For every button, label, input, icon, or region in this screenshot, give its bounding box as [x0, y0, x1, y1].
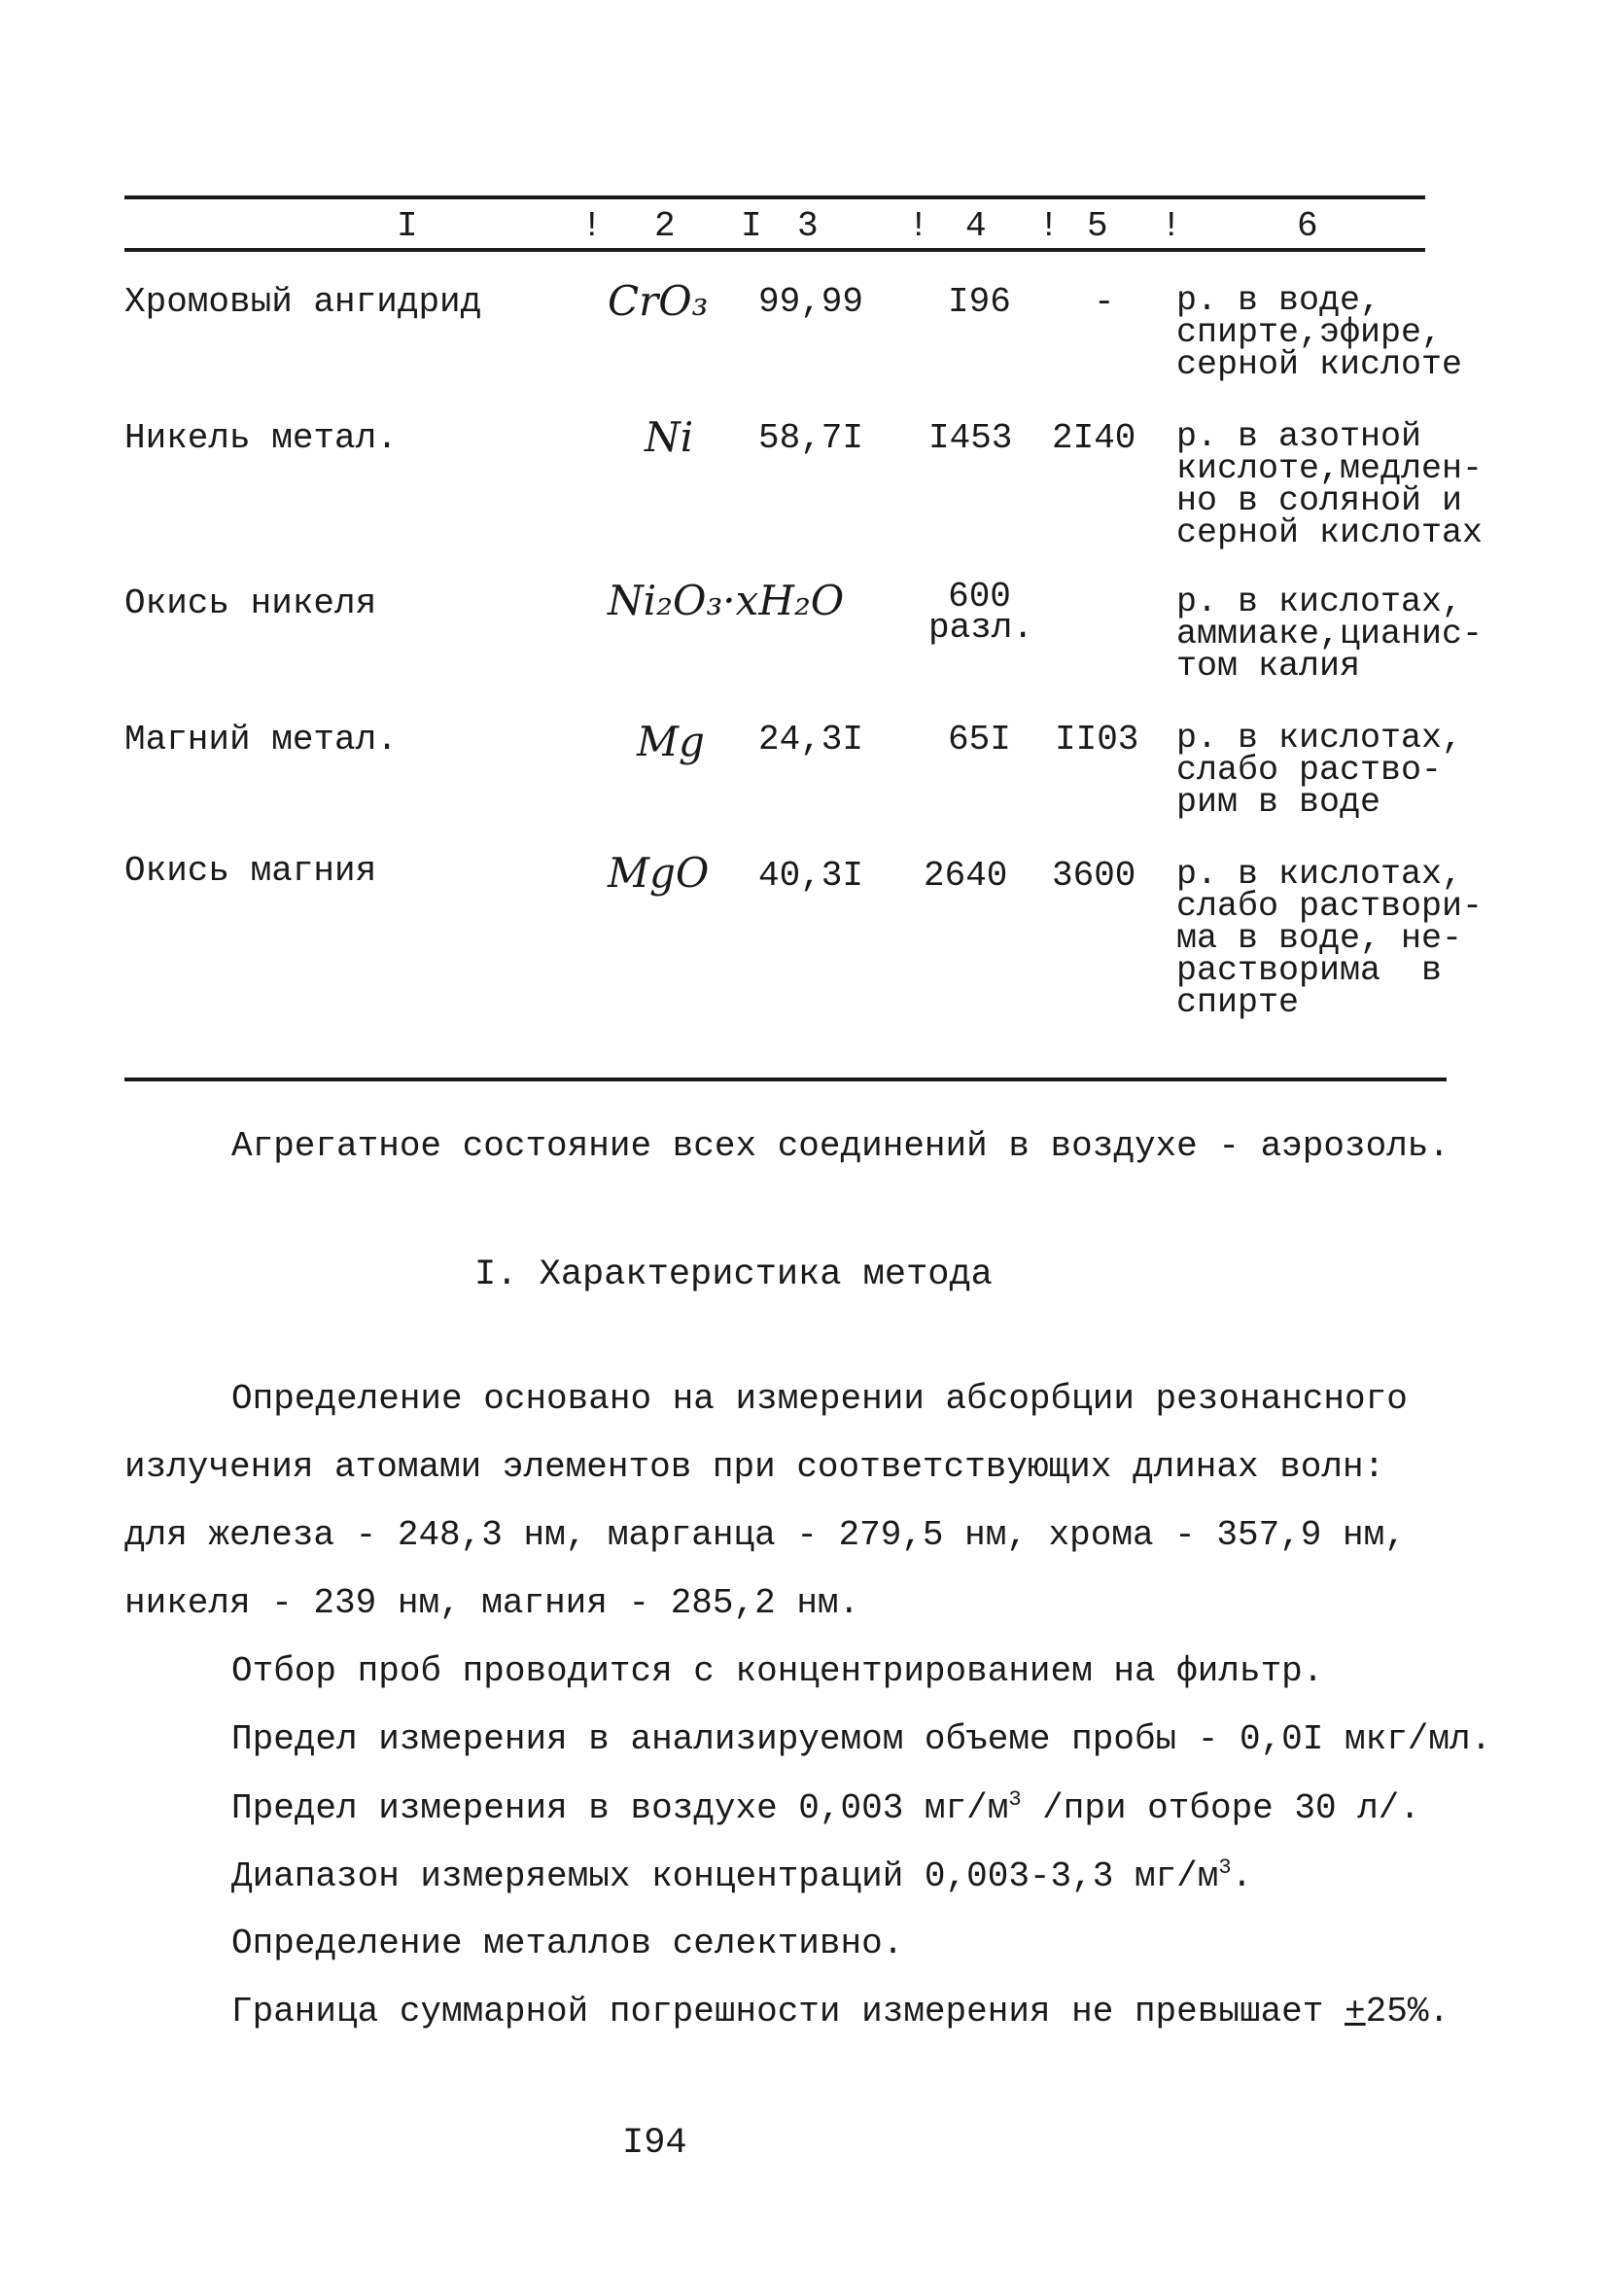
limit-air-exponent: 3 [1008, 1787, 1022, 1812]
table-cell-col4: I453 [928, 418, 1013, 458]
solubility-note: р. в кислотах, аммиаке,цианис- том калия [1176, 583, 1484, 686]
section-title: I. Характеристика метода [474, 1254, 993, 1295]
error-text: Граница суммарной погрешности измерения не превышает [231, 1992, 1345, 2031]
table-cell-col3: 24,3I [758, 720, 864, 759]
table-cell-col3: 40,3I [758, 856, 864, 896]
table-cell-col5: - [1094, 282, 1115, 322]
table-cell-col5: II03 [1055, 720, 1139, 759]
compound-name: Хромовый ангидрид [124, 282, 482, 322]
solubility-note: р. в кислотах, слабо раство- рим в воде [1176, 719, 1463, 822]
column-separator: ! [1038, 206, 1060, 246]
table-cell-col4: I96 [948, 282, 1011, 322]
page-number: I94 [622, 2123, 687, 2164]
limit-air-text: Предел измерения в воздухе 0,003 мг/м [231, 1788, 1009, 1828]
column-header-6: 6 [1297, 206, 1318, 246]
compound-name: Магний метал. [124, 720, 398, 759]
table-top-rule [124, 195, 1425, 199]
limit-sample-note: Предел измерения в анализируемом объеме пробы - 0,0I мкг/мл. [231, 1719, 1492, 1759]
compound-name: Никель метал. [124, 418, 398, 458]
paragraph-line: никеля - 239 нм, магния - 285,2 нм. [124, 1583, 860, 1623]
compound-name: Окись никеля [124, 583, 377, 623]
column-separator: ! [908, 206, 929, 246]
column-separator: ! [581, 206, 603, 246]
solubility-note: р. в кислотах, слабо раствори- ма в воде, не- растворима в спирте [1176, 855, 1484, 1022]
table-cell-col5: 3600 [1052, 856, 1136, 896]
column-separator: ! [1161, 206, 1182, 246]
sampling-note: Отбор проб проводится с концентрированием на фильтр. [231, 1651, 1324, 1691]
table-bottom-rule [124, 1077, 1447, 1081]
table-cell-col4: 2640 [924, 856, 1008, 896]
limit-air-tail: /при отборе 30 л/. [1021, 1788, 1421, 1828]
compound-formula: CrO₃ [608, 277, 709, 325]
range-tail: . [1231, 1856, 1253, 1896]
range-text: Диапазон измеряемых концентраций 0,003-3,3 мг/м [231, 1856, 1219, 1896]
limit-air-note [231, 1787, 1420, 1828]
column-header-1: I [397, 206, 418, 246]
compound-formula: MgO [608, 849, 710, 897]
solubility-note: р. в воде, спирте,эфире, серной кислоте [1176, 281, 1463, 384]
compound-name: Окись магния [124, 851, 377, 891]
range-exponent: 3 [1218, 1855, 1232, 1880]
table-header-rule [124, 248, 1425, 252]
error-tail: 25%. [1365, 1992, 1450, 2031]
table-cell-col5: 2I40 [1052, 418, 1136, 458]
compound-formula: Ni [645, 413, 694, 461]
paragraph-line: излучения атомами элементов при соответствующих длинах волн: [124, 1447, 1385, 1487]
column-header-4: 4 [965, 206, 987, 246]
range-note [231, 1855, 1252, 1896]
plus-minus-sign: + [1345, 1992, 1366, 2031]
compound-formula: Ni₂O₃·xH₂O [608, 577, 845, 624]
table-cell-col3: 99,99 [758, 282, 864, 322]
error-note [231, 1992, 1450, 2031]
paragraph-line: для железа - 248,3 нм, марганца - 279,5 нм, хрома - 357,9 нм, [124, 1515, 1406, 1555]
solubility-note: р. в азотной кислоте,медлен- но в соляной и серной кислотах [1176, 417, 1484, 552]
column-separator: I [741, 206, 762, 246]
aggregate-note: Агрегатное состояние всех соединений в воздухе - аэрозоль. [231, 1126, 1450, 1166]
table-cell-col4: 600 разл. [928, 577, 1034, 648]
compound-formula: Mg [637, 718, 705, 765]
table-cell-col4: 65I [948, 720, 1011, 759]
column-header-2: 2 [654, 206, 676, 246]
paragraph-line: Определение основано на измерении абсорбции резонансного [231, 1379, 1408, 1419]
column-header-3: 3 [797, 206, 819, 246]
selectivity-note: Определение металлов селективно. [231, 1924, 904, 1963]
table-cell-col3: 58,7I [758, 418, 864, 458]
column-header-5: 5 [1087, 206, 1108, 246]
